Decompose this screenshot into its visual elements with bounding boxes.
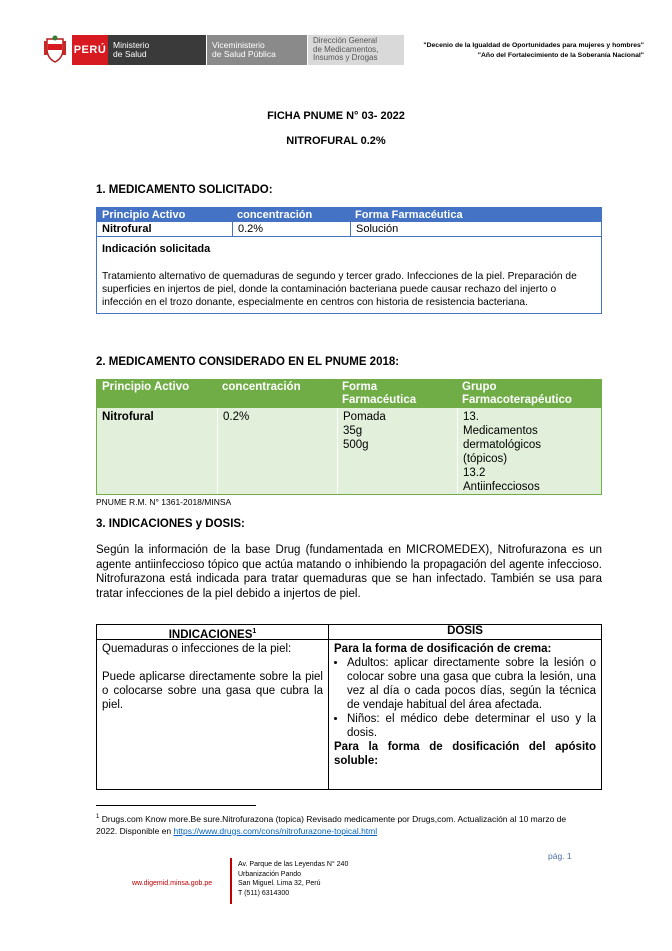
list-item: • Niños: el médico debe determinar el uso y la dosis. [347, 712, 596, 740]
footnote: $^1$ Drugs.com Know more.Be sure.Nitrofurazona (topica) Revisado medicamente por Drugs,com. Actualización al 10 marzo de 2022. Disponible en https://www.drugs.com/cons/nitrofurazone-topical.html [96, 813, 567, 836]
drug-title: NITROFURAL 0.2% [286, 135, 386, 147]
table-row: Nitrofural 0.2% Pomada 35g 500g 13. Medicamentos dermatológicos (tópicos) 13.2 Antiinfecciosos [97, 408, 601, 494]
pnume-note: PNUME R.M. N° 1361-2018/MINSA [96, 497, 232, 507]
page-number: pág. 1 [548, 851, 572, 861]
table-header: Principio Activo concentración Forma Farmacéutica Grupo Farmacoterapéutico [97, 380, 601, 408]
drug-paragraph: Según la información de la base Drug (fundamentada en MICROMEDEX), Nitrofurazona es un agente antiinfeccioso tópico que actúa matando o inhibiendo la propagación del agente infeccioso. Nitrofurazona está indicada para tratar quemaduras que se han infectado. También se usa para tratar infecciones de la piel debido a injertos de piel. [96, 544, 602, 600]
website-link[interactable]: ww.digemid.minsa.gob.pe [132, 880, 213, 887]
dosis-cell: Para la forma de dosificación de crema: • Adultos: aplicar directamente sobre la lesión o colocar sobre una gasa que cubra la lesión, una vez al día o cada pocos días, según la técnica de vendaje habitual del área afectada. • Niños: el médico debe determinar el uso y la dosis. Para la forma de dosificación del apósito soluble: [329, 640, 601, 789]
section1-heading: 1. MEDICAMENTO SOLICITADO: [96, 184, 273, 196]
footer-divider [230, 858, 232, 904]
direccion-label: Dirección General de Medicamentos, Insumos y Drogas [308, 35, 404, 65]
list-item: • Adultos: aplicar directamente sobre la lesión o colocar sobre una gasa que cubra la lesión, una vez al día o cada pocos días, según la técnica de vendaje habitual del área afectada. [347, 656, 596, 712]
table-header: INDICACIONES$^1$ DOSIS [97, 625, 601, 640]
drugs-link[interactable]: https://www.drugs.com/cons/nitrofurazone-topical.html [173, 825, 378, 836]
section2-heading: 2. MEDICAMENTO CONSIDERADO EN EL PNUME 2018: [96, 356, 400, 368]
indicacion-solicitada: Indicación solicitada Tratamiento alternativo de quemaduras de segundo y tercer grado. Infecciones de la piel. Preparación de superficies en injertos de piel, donde la contaminación bacteriana puede causar rechazo del injerto o infección en el trozo donante, especialmente en centros con historia de resistencia bacteriana. [102, 243, 577, 308]
viceministerio-label: Viceministerio de Salud Pública [207, 35, 307, 65]
table-header: Principio Activo concentración Forma Farmacéutica [97, 208, 601, 222]
indicaciones-cell: Quemaduras o infecciones de la piel: Puede aplicarse directamente sobre la piel o colocarse sobre una gasa que cubra la piel. [97, 640, 329, 789]
coat-of-arms-icon [44, 35, 66, 63]
footnote-separator [96, 805, 256, 806]
section3-heading: 3. INDICACIONES y DOSIS: [96, 518, 245, 530]
pnume-table [96, 379, 602, 495]
decenio-text: "Decenio de la Igualdad de Oportunidades para mujeres y hombres" "Año del Fortalecimiento de la Soberanía Nacional" [423, 42, 644, 59]
ficha-title: FICHA PNUME N° 03- 2022 [267, 110, 405, 122]
peru-logo: PERÚ [72, 35, 108, 65]
table-row: Nitrofural 0.2% Solución [97, 222, 601, 237]
ministerio-label: Ministerio de Salud [108, 35, 206, 65]
footer-address: Av. Parque de las Leyendas N° 240 Urbanización Pando San Miguel. Lima 32, Perú T (511) 6314300 [238, 861, 349, 897]
indicaciones-dosis-table [96, 624, 602, 790]
medicamento-solicitado-table [96, 207, 602, 314]
